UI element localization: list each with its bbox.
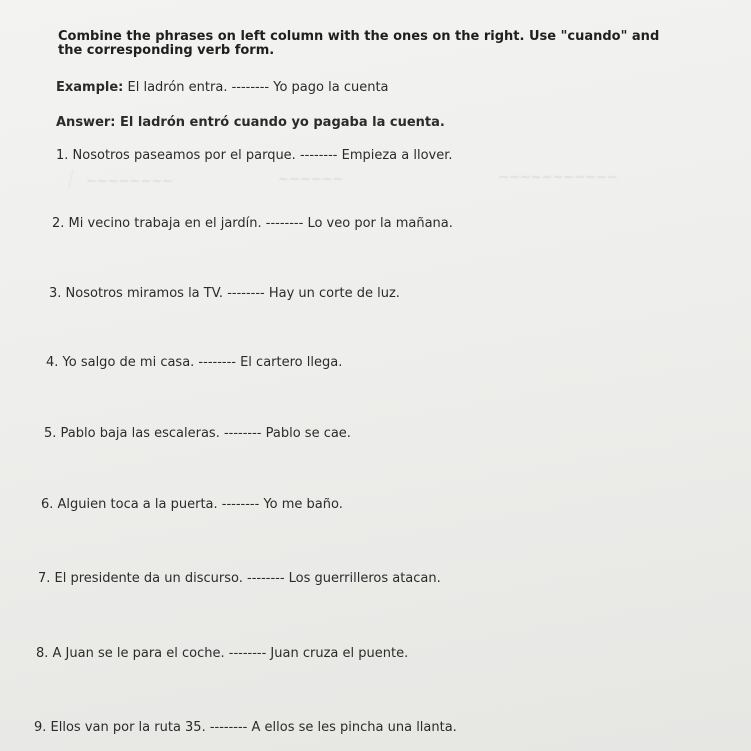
exercise-item-6: 6. Alguien toca a la puerta. -------- Yo me baño. xyxy=(41,497,343,512)
exercise-item-7: 7. El presidente da un discurso. -------- Los guerrilleros atacan. xyxy=(38,571,441,586)
example-text: El ladrón entra. -------- Yo pago la cuenta xyxy=(123,80,389,95)
exercise-item-1: 1. Nosotros paseamos por el parque. -------- Empieza a llover. xyxy=(56,148,453,163)
exercise-item-8: 8. A Juan se le para el coche. -------- Juan cruza el puente. xyxy=(36,646,409,661)
exercise-item-3: 3. Nosotros miramos la TV. -------- Hay un corte de luz. xyxy=(49,286,400,301)
instructions-line-1: Combine the phrases on left column with the ones on the right. Use "cuando" and xyxy=(58,29,660,44)
answer-row: Answer: El ladrón entró cuando yo pagaba la cuenta. xyxy=(56,115,445,130)
exercise-item-5: 5. Pablo baja las escaleras. -------- Pablo se cae. xyxy=(44,426,351,441)
exercise-item-4: 4. Yo salgo de mi casa. -------- El cartero llega. xyxy=(46,355,343,370)
exercise-item-2: 2. Mi vecino trabaja en el jardín. -------- Lo veo por la mañana. xyxy=(52,216,453,231)
instructions-line-2: the corresponding verb form. xyxy=(58,43,275,58)
bleed-through-marks: ~~~~~~~~ ~~~~~~ ~~~~~~~~~~~ xyxy=(78,168,738,198)
exercise-item-9: 9. Ellos van por la ruta 35. -------- A ellos se les pincha una llanta. xyxy=(34,720,457,735)
example-row xyxy=(56,80,389,95)
example-label: Example: xyxy=(56,80,124,95)
